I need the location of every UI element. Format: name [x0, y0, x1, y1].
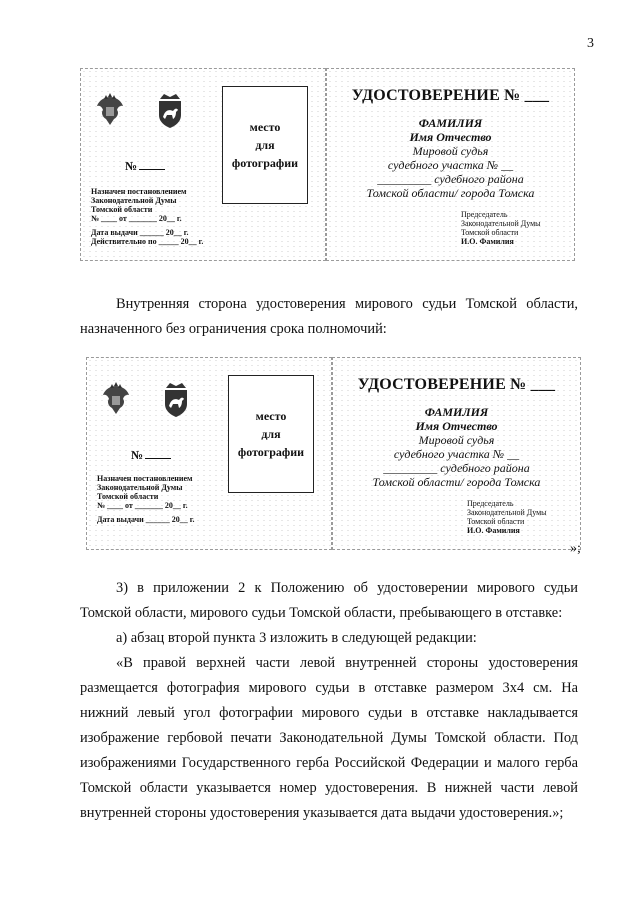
amendment-paragraph: а) абзац второй пункта 3 изложить в следующей редакции:	[116, 630, 477, 646]
certificate-number	[125, 159, 165, 174]
position-line: Мировой судья	[418, 433, 495, 447]
position-line: Томской области/ города Томска	[372, 475, 541, 489]
holder-details	[333, 405, 580, 489]
certificate-title: УДОСТОВЕРЕНИЕ № ___	[351, 87, 550, 104]
position-line: _________ судебного района	[383, 461, 530, 475]
certificate-left-side	[86, 357, 332, 550]
signature-line: Томской области	[461, 228, 519, 237]
holder-surname: ФАМИЛИЯ	[424, 405, 489, 419]
intro-paragraph: Внутренняя сторона удостоверения мирового судьи Томской области, назначенного без ограничения срока полномочий:	[80, 296, 578, 337]
intro-paragraph-block	[80, 292, 578, 342]
appointment-line: Законодательной Думы	[97, 483, 183, 492]
certificate-number	[131, 448, 171, 463]
holder-name: Имя Отчество	[415, 419, 498, 433]
position-line: Мировой судья	[412, 144, 489, 158]
position-line: судебного участка № __	[393, 447, 520, 461]
signature-line: Законодательной Думы	[467, 508, 547, 517]
signature-name: И.О. Фамилия	[467, 526, 520, 535]
photo-placeholder	[228, 375, 314, 493]
photo-label-line: для	[261, 427, 281, 441]
russian-coat-of-arms-icon	[101, 380, 131, 418]
appointment-line: Томской области	[91, 205, 153, 214]
appointment-line: Томской области	[97, 492, 159, 501]
signature-line: Томской области	[467, 517, 525, 526]
issue-date-line: Дата выдачи ______ 20__ г.	[91, 228, 189, 237]
position-line: _________ судебного района	[377, 172, 524, 186]
tomsk-coat-of-arms-icon	[155, 91, 185, 129]
signature-block	[467, 499, 547, 535]
certificate-left-side	[80, 68, 326, 261]
amendment-paragraph: «В правой верхней части левой внутренней стороны удостоверения размещается фотография мирового судьи в отставке размером 3х4 см. На нижний левый угол фотографии мирового судьи в отставке накладывается изображение гербовой печати Законодательной Думы Томской области. Под изображениями Государственного герба Российской Федерации и малого герба Томской области указывается номер удостоверения. В нижней части левой внутренней стороны удостоверения указывается дата выдачи удостоверения.»;	[80, 655, 578, 821]
photo-label-line: для	[255, 138, 275, 152]
russian-coat-of-arms-icon	[95, 91, 125, 129]
position-line: судебного участка № __	[387, 158, 514, 172]
page-number: 3	[587, 36, 594, 51]
certificate-right-side	[326, 68, 575, 261]
photo-label-line: место	[249, 120, 281, 134]
number-label: №	[131, 448, 144, 462]
signature-line: Председатель	[467, 499, 514, 508]
photo-placeholder	[222, 86, 308, 204]
holder-details	[327, 116, 574, 200]
certificate-specimen-1	[80, 68, 575, 261]
appointment-details	[91, 187, 203, 246]
appointment-details	[97, 474, 194, 524]
amendment-paragraph: 3) в приложении 2 к Положению об удостоверении мирового судьи Томской области, мирового судьи Томской области, пребывающего в отставке:	[80, 580, 578, 621]
holder-surname: ФАМИЛИЯ	[418, 116, 483, 130]
issue-date-line: Дата выдачи ______ 20__ г.	[97, 515, 195, 524]
position-line: Томской области/ города Томска	[366, 186, 535, 200]
signature-line: Законодательной Думы	[461, 219, 541, 228]
photo-label-line: фотографии	[231, 156, 299, 170]
signature-name: И.О. Фамилия	[461, 237, 514, 246]
appointment-line: Назначен постановлением	[91, 187, 187, 196]
amendment-text-block	[80, 576, 578, 826]
certificate-specimen-2	[86, 357, 579, 550]
certificate-right-side	[332, 357, 581, 550]
closing-quote-mark: »;	[570, 541, 581, 556]
signature-line: Председатель	[461, 210, 508, 219]
signature-block	[461, 210, 541, 246]
certificate-title: УДОСТОВЕРЕНИЕ № ___	[357, 376, 556, 393]
tomsk-coat-of-arms-icon	[161, 380, 191, 418]
appointment-line: № ____ от _______ 20__ г.	[97, 501, 188, 510]
photo-label-line: фотографии	[237, 445, 305, 459]
photo-label-line: место	[255, 409, 287, 423]
appointment-line: Законодательной Думы	[91, 196, 177, 205]
appointment-line: Назначен постановлением	[97, 474, 193, 483]
valid-until-line: Действительно по _____ 20__ г.	[91, 237, 204, 246]
appointment-line: № ____ от _______ 20__ г.	[91, 214, 182, 223]
number-label: №	[125, 159, 138, 173]
holder-name: Имя Отчество	[409, 130, 492, 144]
